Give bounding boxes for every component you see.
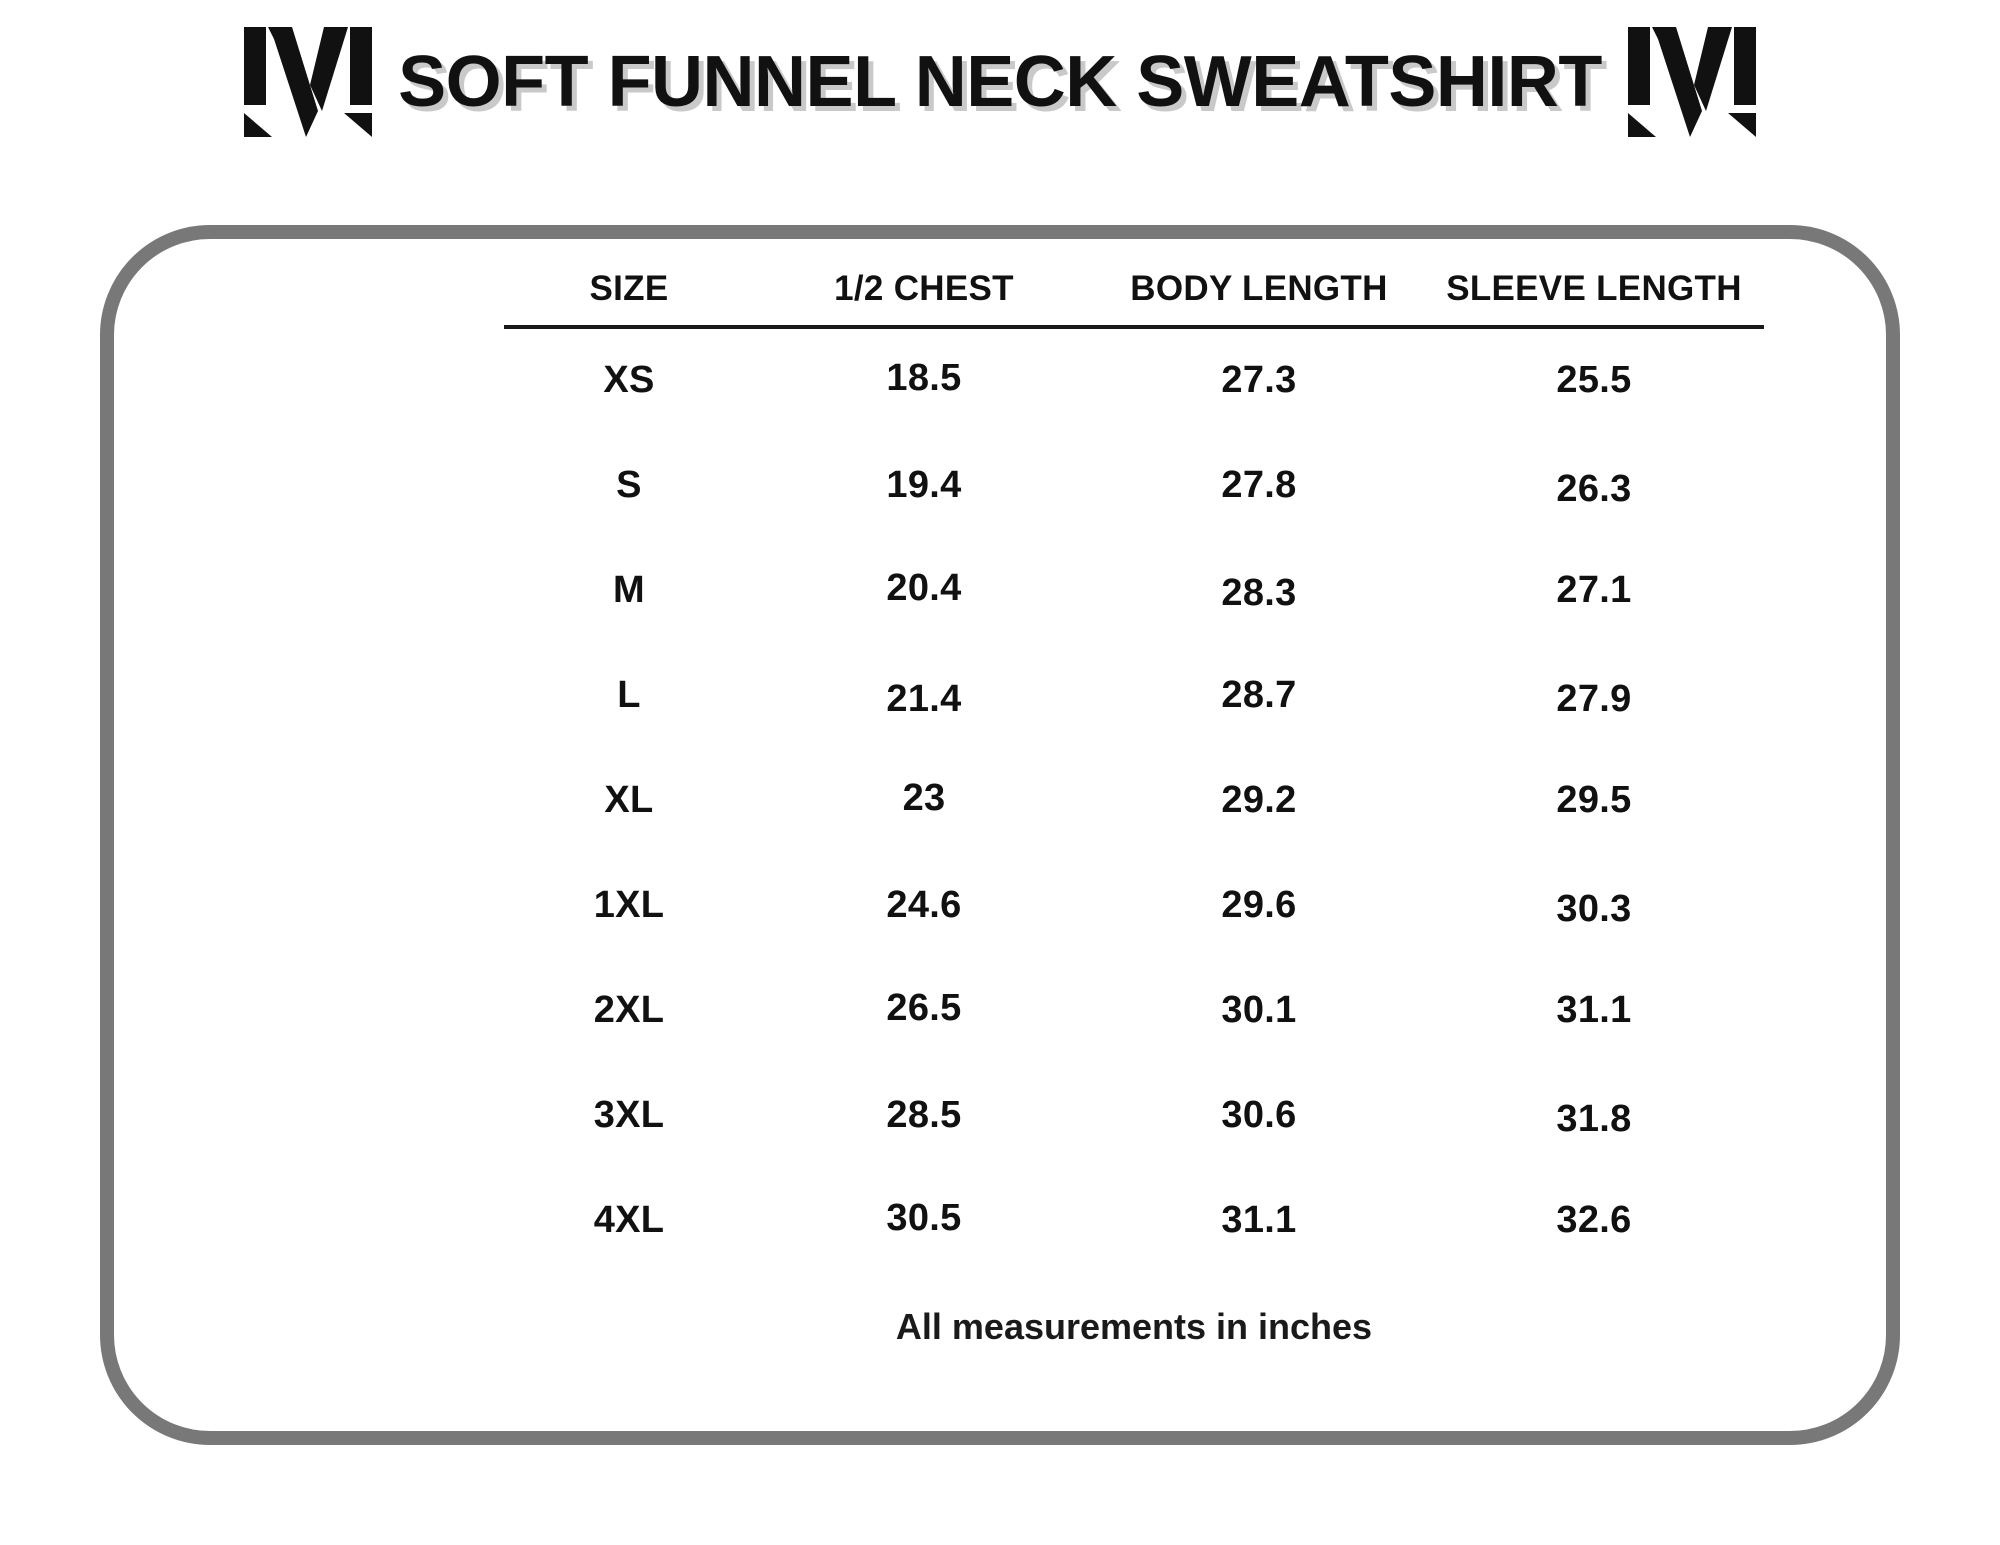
cell-body-length: 30.6 xyxy=(1221,1094,1297,1137)
table-row xyxy=(504,853,1764,959)
cell-size: 1XL xyxy=(593,884,665,927)
table-row xyxy=(504,643,1764,749)
cell-sleeve-length: 31.1 xyxy=(1556,989,1632,1032)
cell-sleeve-length: 25.5 xyxy=(1556,359,1632,402)
cell-body-length: 28.7 xyxy=(1221,674,1297,717)
table-row xyxy=(504,959,1764,1063)
cell-sleeve-length: 31.8 xyxy=(1556,1097,1632,1140)
cell-half-chest: 26.5 xyxy=(886,986,962,1029)
cell-sleeve-length: 30.3 xyxy=(1556,887,1632,930)
cell-size: L xyxy=(617,674,641,717)
cell-sleeve-length: 26.3 xyxy=(1556,467,1632,510)
cell-sleeve-length: 29.5 xyxy=(1556,779,1632,822)
size-table-container xyxy=(504,259,1764,1347)
measurement-footnote: All measurements in inches xyxy=(895,1305,1373,1347)
size-chart-card xyxy=(100,225,1900,1445)
cell-sleeve-length: 32.6 xyxy=(1556,1199,1632,1242)
table-header-row xyxy=(504,259,1764,327)
cell-half-chest: 19.4 xyxy=(886,464,962,507)
column-header-size: SIZE xyxy=(589,269,669,308)
cell-size: XS xyxy=(603,359,655,402)
cell-size: XL xyxy=(604,779,654,822)
table-body xyxy=(504,327,1764,1273)
cell-half-chest: 30.5 xyxy=(886,1196,962,1239)
table-row xyxy=(504,327,1764,433)
cell-half-chest: 18.5 xyxy=(886,356,962,399)
brand-chevron-logo-icon xyxy=(1628,27,1756,137)
cell-body-length: 30.1 xyxy=(1221,989,1297,1032)
header xyxy=(0,0,2000,130)
cell-size: 3XL xyxy=(593,1094,665,1137)
cell-size: 2XL xyxy=(593,989,665,1032)
size-table xyxy=(504,259,1764,1273)
cell-half-chest: 24.6 xyxy=(886,884,962,927)
table-row xyxy=(504,749,1764,853)
cell-body-length: 27.8 xyxy=(1221,464,1297,507)
table-row xyxy=(504,1169,1764,1273)
cell-half-chest: 23 xyxy=(902,776,946,819)
cell-body-length: 28.3 xyxy=(1221,571,1297,614)
table-row xyxy=(504,433,1764,539)
brand-chevron-logo-icon xyxy=(244,27,372,137)
table-header xyxy=(504,259,1764,327)
cell-half-chest: 28.5 xyxy=(886,1094,962,1137)
cell-size: M xyxy=(613,569,645,612)
cell-half-chest: 20.4 xyxy=(886,566,962,609)
cell-body-length: 27.3 xyxy=(1221,359,1297,402)
cell-size: S xyxy=(616,464,642,507)
cell-sleeve-length: 27.1 xyxy=(1556,569,1632,612)
cell-sleeve-length: 27.9 xyxy=(1556,677,1632,720)
table-row xyxy=(504,539,1764,643)
cell-half-chest: 21.4 xyxy=(886,677,962,720)
column-header-sleeve-length: SLEEVE LENGTH xyxy=(1446,269,1742,308)
cell-size: 4XL xyxy=(593,1199,665,1242)
cell-body-length: 29.2 xyxy=(1221,779,1297,822)
cell-body-length: 31.1 xyxy=(1221,1199,1297,1242)
table-row xyxy=(504,1063,1764,1169)
cell-body-length: 29.6 xyxy=(1221,884,1297,927)
column-header-body-length: BODY LENGTH xyxy=(1130,269,1388,308)
page-title: SOFT FUNNEL NECK SWEATSHIRT xyxy=(398,42,1602,122)
column-header-half-chest: 1/2 CHEST xyxy=(834,269,1014,308)
